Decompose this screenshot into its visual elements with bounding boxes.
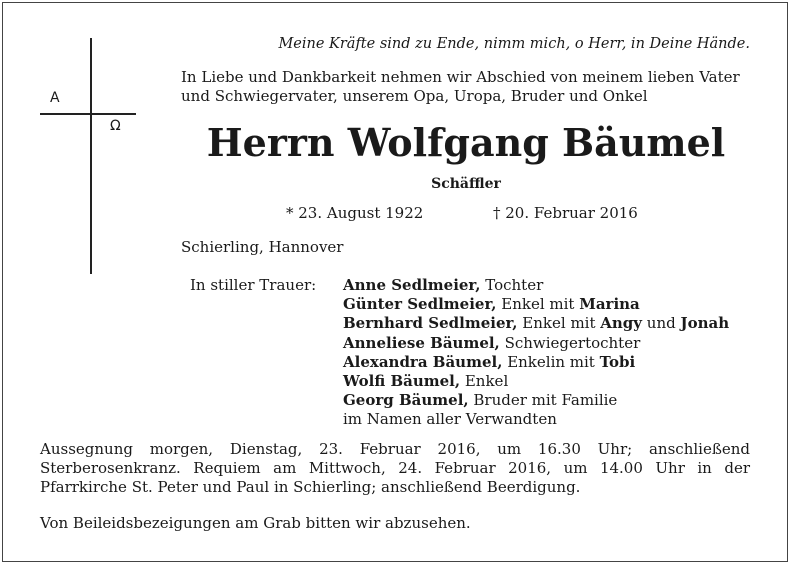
mourner-row [343, 372, 729, 391]
mourner-relation: Enkel mit [517, 314, 601, 333]
alpha-symbol: A [50, 90, 60, 106]
mourner-row [343, 276, 729, 295]
mourners-list [343, 276, 729, 430]
mourner-name: Anne Sedlmeier, [343, 276, 481, 294]
birth-date: * 23. August 1922 [286, 204, 424, 222]
mourner-name: Wolfi Bäumel, [343, 372, 461, 391]
mourner-relation: im Namen aller Verwandten [343, 410, 557, 429]
cross-vertical-beam [90, 38, 92, 274]
condolence-note: Von Beileidsbezeigungen am Grab bitten wir abzusehen. [40, 514, 471, 532]
mourner-relation: Enkel [460, 372, 509, 391]
omega-symbol: Ω [110, 118, 121, 134]
ceremony-details: Aussegnung morgen, Dienstag, 23. Februar 2016, um 16.30 Uhr; anschließend Sterberosenkranz. Requiem am Mittwoch, 24. Februar 2016, um 14.00 Uhr in der Pfarrkirche St. Peter und Paul in Schierling; anschließend Beerdigung. [40, 440, 750, 496]
mourner-relation: Enkelin mit [502, 352, 600, 371]
mourner-relation: Schwiegertochter [499, 333, 641, 352]
mourner-name: Anneliese Bäumel, [343, 333, 500, 352]
mourner-connector: und [642, 314, 681, 333]
mourner-relation: Enkel mit [496, 295, 580, 314]
cross-horizontal-beam [40, 113, 136, 115]
mourner-name: Georg Bäumel, [343, 391, 469, 410]
mourner-row [343, 410, 729, 429]
profession: Schäffler [431, 176, 501, 192]
mourner-row [343, 353, 729, 372]
mourner-name: Bernhard Sedlmeier, [343, 314, 518, 333]
mourner-row [343, 334, 729, 353]
deceased-name: Herrn Wolfgang Bäumel [206, 120, 726, 165]
mourner-row [343, 391, 729, 410]
mourner-companion: Tobi [599, 352, 636, 371]
mourner-row [343, 295, 729, 314]
mourning-label: In stiller Trauer: [190, 276, 317, 294]
motto-quote: Meine Kräfte sind zu Ende, nimm mich, o Herr, in Deine Hände. [278, 36, 750, 52]
mourner-companion: Jonah [680, 314, 730, 333]
place-of-residence: Schierling, Hannover [181, 238, 344, 256]
mourner-relation: Tochter [480, 276, 544, 294]
mourner-name: Alexandra Bäumel, [343, 352, 503, 371]
mourner-companion: Angy [600, 314, 643, 333]
mourner-companion: Marina [579, 295, 640, 314]
mourner-relation: Bruder mit Familie [468, 391, 618, 410]
death-date: † 20. Februar 2016 [493, 204, 638, 222]
intro-text: In Liebe und Dankbarkeit nehmen wir Abschied von meinem lieben Vater und Schwiegervater, unserem Opa, Uropa, Bruder und Onkel [181, 68, 740, 105]
mourner-name: Günter Sedlmeier, [343, 295, 497, 314]
mourner-row [343, 314, 729, 333]
